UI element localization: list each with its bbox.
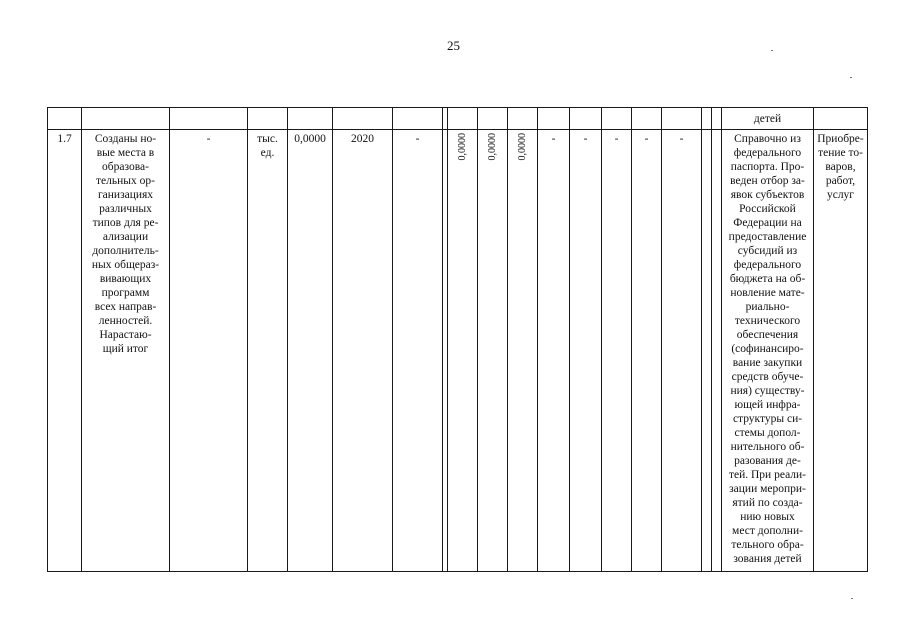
cell — [602, 108, 632, 130]
table-row-1-7 — [48, 130, 868, 572]
cell — [82, 108, 170, 130]
rotated-value-cell: 0,0000 — [508, 130, 538, 572]
expense-type-cell: Приобре- тение то- варов, работ, услуг — [814, 130, 868, 572]
unit-cell: тыс. ед. — [248, 130, 288, 572]
cell — [702, 130, 712, 572]
cell — [393, 108, 443, 130]
cell — [570, 108, 602, 130]
cell — [632, 108, 662, 130]
row-number: 1.7 — [48, 130, 82, 572]
cell — [333, 108, 393, 130]
continuation-row — [48, 108, 868, 130]
cell — [538, 108, 570, 130]
cell-dash: - — [170, 130, 248, 572]
cell — [170, 108, 248, 130]
cell-dash: - — [632, 130, 662, 572]
cell-dash: - — [393, 130, 443, 572]
scan-speck — [851, 598, 853, 599]
scan-speck — [771, 50, 773, 51]
page-number: 25 — [447, 38, 460, 53]
cell — [662, 108, 702, 130]
cell — [448, 108, 478, 130]
year-cell: 2020 — [333, 130, 393, 572]
scan-speck — [850, 77, 852, 78]
rotated-value-cell: 0,0000 — [448, 130, 478, 572]
cell-dash: - — [538, 130, 570, 572]
base-value-cell: 0,0000 — [288, 130, 333, 572]
cell — [288, 108, 333, 130]
cell — [508, 108, 538, 130]
measures-table — [47, 107, 868, 572]
cell — [48, 108, 82, 130]
note-cell: Справочно из федерального паспорта. Про- веден отбор за- явок субъектов Российской Федерации на предоставление субсидий из федерального бюджета на об- новление мате- риально- технического обеспечения (софинансиро- вание закупки средств обуче- ния) существу- ющей инфра- структуры си- стемы допол- нительного об- разования де- тей. При реали- зации меропри- ятий по созда- нию новых мест дополни- тельного обра- зования детей — [722, 130, 814, 572]
cell-continued-note: детей — [722, 108, 814, 130]
cell — [814, 108, 868, 130]
rotated-value-cell: 0,0000 — [478, 130, 508, 572]
cell — [712, 130, 722, 572]
cell — [478, 108, 508, 130]
cell — [702, 108, 712, 130]
cell-dash: - — [570, 130, 602, 572]
indicator-name: Созданы но- вые места в образова- тельных ор- ганизациях различных типов для ре- ализации дополнитель- ных общераз- вивающих программ всех направ- ленностей. Нарастаю- щий итог — [82, 130, 170, 572]
cell-dash: - — [662, 130, 702, 572]
cell — [712, 108, 722, 130]
cell — [248, 108, 288, 130]
cell-dash: - — [602, 130, 632, 572]
